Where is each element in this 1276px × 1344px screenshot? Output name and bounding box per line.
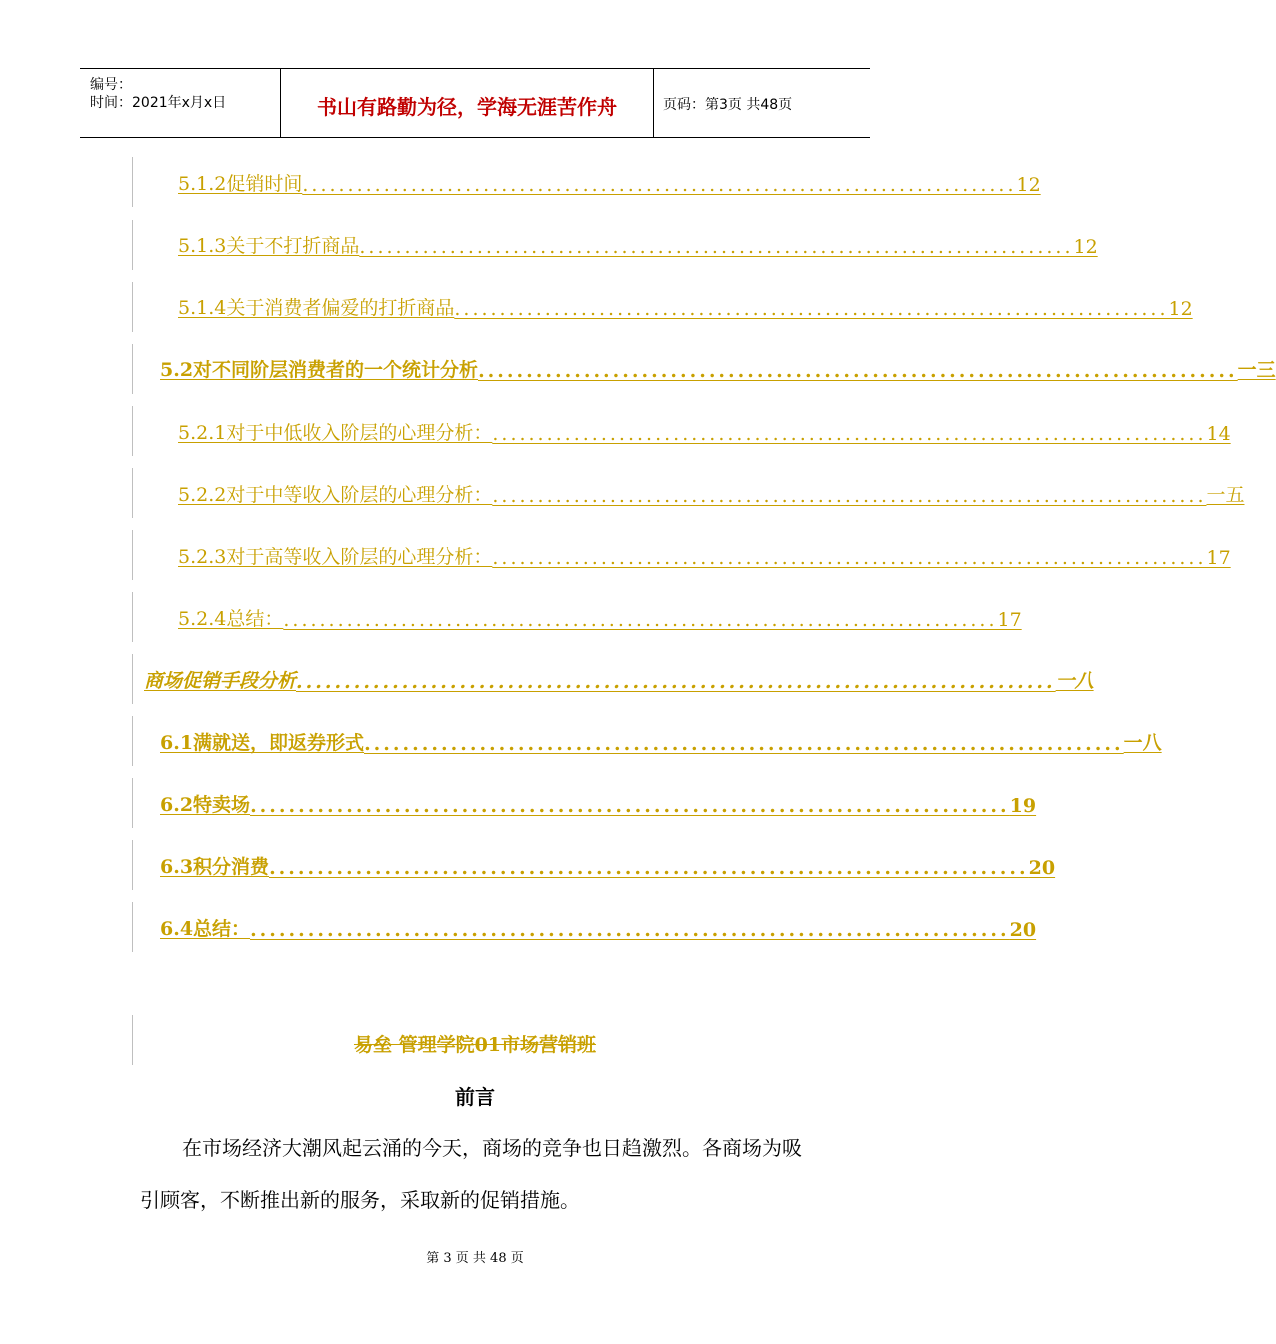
toc-entry-5-2-1[interactable]: 5.2.1对于中低收入阶层的心理分析： ............................................................................... 14 bbox=[178, 422, 1231, 445]
header-page-cell bbox=[653, 69, 870, 137]
page-header bbox=[80, 68, 870, 138]
toc-entry-5-2-4[interactable]: 5.2.4总结： ............................................................................... 17 bbox=[178, 608, 1022, 631]
date-label: 时间：2021年x月x日 bbox=[90, 95, 227, 111]
author-line[interactable]: 易垒 管理学院01市场营销班 bbox=[353, 1034, 597, 1056]
toc-entry-6-2[interactable]: 6.2特卖场 ............................................................................... 19 bbox=[160, 794, 1037, 817]
motto: 书山有路勤为径，学海无涯苦作舟 bbox=[317, 95, 617, 119]
preface-paragraph: 在市场经济大潮风起云涌的今天，商场的竞争也日趋激烈。各商场为吸引顾客，不断推出新的服务，采取新的促销措施。 bbox=[140, 1136, 802, 1212]
header-page-info: 页码：第3页 共48页 bbox=[663, 97, 793, 113]
toc-entry-5-1-3[interactable]: 5.1.3关于不打折商品 ............................................................................... 12 bbox=[178, 235, 1098, 258]
toc-entry-5-1-4[interactable]: 5.1.4关于消费者偏爱的打折商品 ............................................................................... 12 bbox=[178, 297, 1193, 320]
toc-margin-bar bbox=[132, 157, 133, 207]
toc-entry-6-1[interactable]: 6.1满就送，即返券形式 ............................................................................... 一八 bbox=[160, 732, 1162, 755]
toc-margin-bar bbox=[132, 220, 133, 270]
toc-entry-6-4[interactable]: 6.4总结： ............................................................................... 20 bbox=[160, 918, 1037, 941]
header-motto-cell bbox=[280, 69, 654, 137]
toc-margin-bar bbox=[132, 468, 133, 518]
toc-margin-bar bbox=[132, 592, 133, 642]
toc-entry-6[interactable]: 商场促销手段分析 ............................................................................... 一八 bbox=[144, 670, 1094, 693]
preface-title: 前言 bbox=[455, 1085, 495, 1109]
toc-entry-5-2[interactable]: 5.2对不同阶层消费者的一个统计分析 ............................................................................... 一三 bbox=[160, 359, 1276, 382]
toc-margin-bar bbox=[132, 406, 133, 456]
toc-margin-bar bbox=[132, 840, 133, 890]
toc-margin-bar bbox=[132, 902, 133, 952]
toc-margin-bar bbox=[132, 530, 133, 580]
number-label: 编号： bbox=[90, 77, 132, 93]
toc-margin-bar bbox=[132, 716, 133, 766]
toc-margin-bar bbox=[132, 654, 133, 704]
toc-margin-bar bbox=[132, 344, 133, 394]
toc-entry-5-2-3[interactable]: 5.2.3对于高等收入阶层的心理分析： ............................................................................... 17 bbox=[178, 546, 1231, 569]
toc-margin-bar bbox=[132, 778, 133, 828]
page-footer: 第 3 页 共 48 页 bbox=[426, 1251, 524, 1266]
toc-entry-5-2-2[interactable]: 5.2.2对于中等收入阶层的心理分析： ............................................................................... 一五 bbox=[178, 484, 1245, 507]
header-meta-cell bbox=[80, 69, 280, 137]
toc-margin-bar bbox=[132, 282, 133, 332]
toc-entry-6-3[interactable]: 6.3积分消费 ............................................................................... 20 bbox=[160, 856, 1056, 879]
toc-entry-5-1-2[interactable]: 5.1.2促销时间 ............................................................................... 12 bbox=[178, 173, 1041, 196]
